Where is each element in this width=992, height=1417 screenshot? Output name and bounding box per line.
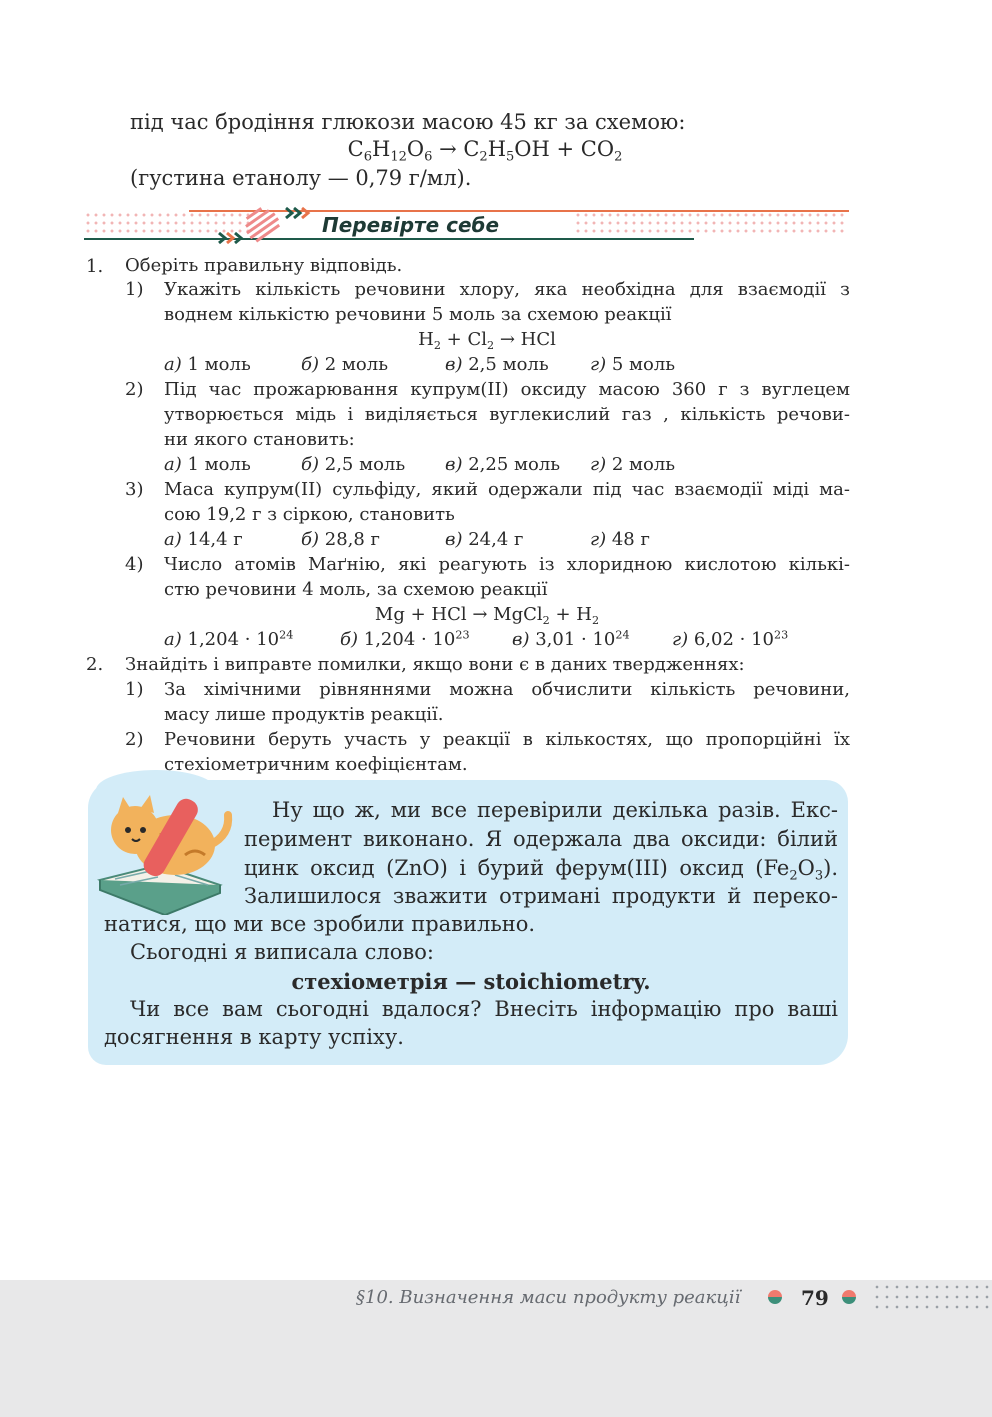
q2-item-2-line-2: стехіометричним коефіцієнтам. (164, 754, 468, 775)
page-number: 79 (801, 1286, 829, 1310)
q2-title: Знайдіть і виправте помилки, якщо вони є в даних твердженнях: (125, 654, 745, 675)
q1-item-1-answer-a[interactable]: а) 1 моль (164, 354, 251, 375)
q2-item-1-line-1: За хімічними рівняннями можна обчислити кількість речовини, (164, 679, 850, 700)
q1-item-1-answer-b[interactable]: б) 2 моль (301, 354, 388, 375)
q1-item-1-line-1: Укажіть кількість речовини хлору, яка необхідна для взаємодії з (164, 279, 850, 300)
q1-item-2-line-1: Під час прожарювання купрум(ІІ) оксиду масою 360 г з вуглецем (164, 379, 850, 400)
intro-line-3: (густина етанолу — 0,79 г/мл). (130, 166, 472, 190)
callout-line-1: Ну що ж, ми все перевірили декілька разів. Екс- (272, 798, 838, 822)
q2-item-1-number: 1) (125, 679, 144, 700)
q1-item-2-answer-d[interactable]: г) 2 моль (590, 454, 676, 475)
q1-item-2-answer-b[interactable]: б) 2,5 моль (301, 454, 406, 475)
q1-item-4-line-1: Число атомів Маґнію, які реагують із хлоридною кислотою кількі- (164, 554, 850, 575)
q1-item-4-answer-d[interactable]: г) $6,02 \cdot 10^{23}$ (672, 628, 789, 650)
q1-item-2-number: 2) (125, 379, 144, 400)
q1-item-1-equation: $H_2 + Cl_2$ → HCl (418, 329, 556, 352)
q1-item-1-number: 1) (125, 279, 144, 300)
q1-item-3-line-2: сою 19,2 г з сіркою, становить (164, 504, 455, 525)
q2-number: 2. (86, 654, 104, 675)
callout-term: стехіометрія — stoichiometry. (291, 969, 651, 994)
callout-line-6: Сьогодні я виписала слово: (130, 940, 434, 964)
section-header (84, 205, 850, 245)
glucose-equation: $C_6H_{12}O_6 \to C_2H_5OH + CO_2$ (347, 137, 623, 165)
q1-item-2-answer-c[interactable]: в) 2,25 моль (445, 454, 561, 475)
callout-line-4: Залишилося зважити отримані продукти й переко- (244, 884, 838, 908)
footer-dot-right (842, 1290, 856, 1304)
q1-number: 1. (86, 256, 104, 277)
q1-item-4-line-2: стю речовини 4 моль, за схемою реакції (164, 579, 548, 600)
callout-line-8: Чи все вам сьогодні вдалося? Внесіть інформацію про ваші (130, 997, 838, 1021)
section-title: Перевірте себе (318, 213, 503, 237)
q2-item-1-line-2: масу лише продуктів реакції. (164, 704, 444, 725)
footer-section-title: §10. Визначення маси продукту реакції (356, 1287, 741, 1308)
callout-line-9: досягнення в карту успіху. (104, 1025, 404, 1049)
q1-item-3-number: 3) (125, 479, 144, 500)
q1-item-3-line-1: Маса купрум(ІІ) сульфіду, який одержали під час взаємодії міді ма- (164, 479, 850, 500)
footer-dot-grid (872, 1282, 990, 1312)
q1-item-3-answer-c[interactable]: в) 24,4 г (445, 529, 524, 550)
header-dots-right (574, 211, 844, 235)
callout-line-5: натися, що ми все зробили правильно. (104, 912, 536, 936)
q1-item-4-number: 4) (125, 554, 144, 575)
q1-item-2-line-3: ни якого становить: (164, 429, 355, 450)
q1-item-1-answer-d[interactable]: г) 5 моль (590, 354, 676, 375)
q1-item-3-answer-b[interactable]: б) 28,8 г (301, 529, 380, 550)
q1-item-4-answer-b[interactable]: б) $1,204 \cdot 10^{23}$ (340, 628, 470, 650)
q1-title: Оберіть правильну відповідь. (125, 255, 403, 276)
q1-item-3-answer-d[interactable]: г) 48 г (590, 529, 650, 550)
footer-dot-left (768, 1290, 782, 1304)
q1-item-4-answer-c[interactable]: в) $3,01 \cdot 10^{24}$ (512, 628, 630, 650)
callout-line-2: перимент виконано. Я одержала два оксиди: білий (244, 827, 838, 851)
header-decoration-icon (214, 205, 324, 245)
header-bottom-line (84, 238, 694, 240)
q1-item-4-equation: Mg + HCl → MgCl$_2$ + $H_2$ (374, 604, 600, 627)
q1-item-4-answer-a[interactable]: а) $1,204 \cdot 10^{24}$ (164, 628, 294, 650)
cat-with-book-icon (90, 785, 240, 915)
q1-item-1-line-2: воднем кількістю речовини 5 моль за схемою реакції (164, 304, 672, 325)
q1-item-2-line-2: утворюється мідь і виділяється вуглекислий газ , кількість речови- (164, 404, 850, 425)
q2-item-2-number: 2) (125, 729, 144, 750)
intro-line-1: під час бродіння глюкози масою 45 кг за схемою: (130, 110, 686, 134)
callout-line-3: цинк оксид (ZnO) і бурий ферум(ІІІ) оксид $(Fe_2O_3)$. (244, 856, 838, 884)
q2-item-2-line-1: Речовини беруть участь у реакції в кількостях, що пропорційні їх (164, 729, 850, 750)
q1-item-1-answer-c[interactable]: в) 2,5 моль (445, 354, 549, 375)
q1-item-3-answer-a[interactable]: а) 14,4 г (164, 529, 243, 550)
q1-item-2-answer-a[interactable]: а) 1 моль (164, 454, 251, 475)
